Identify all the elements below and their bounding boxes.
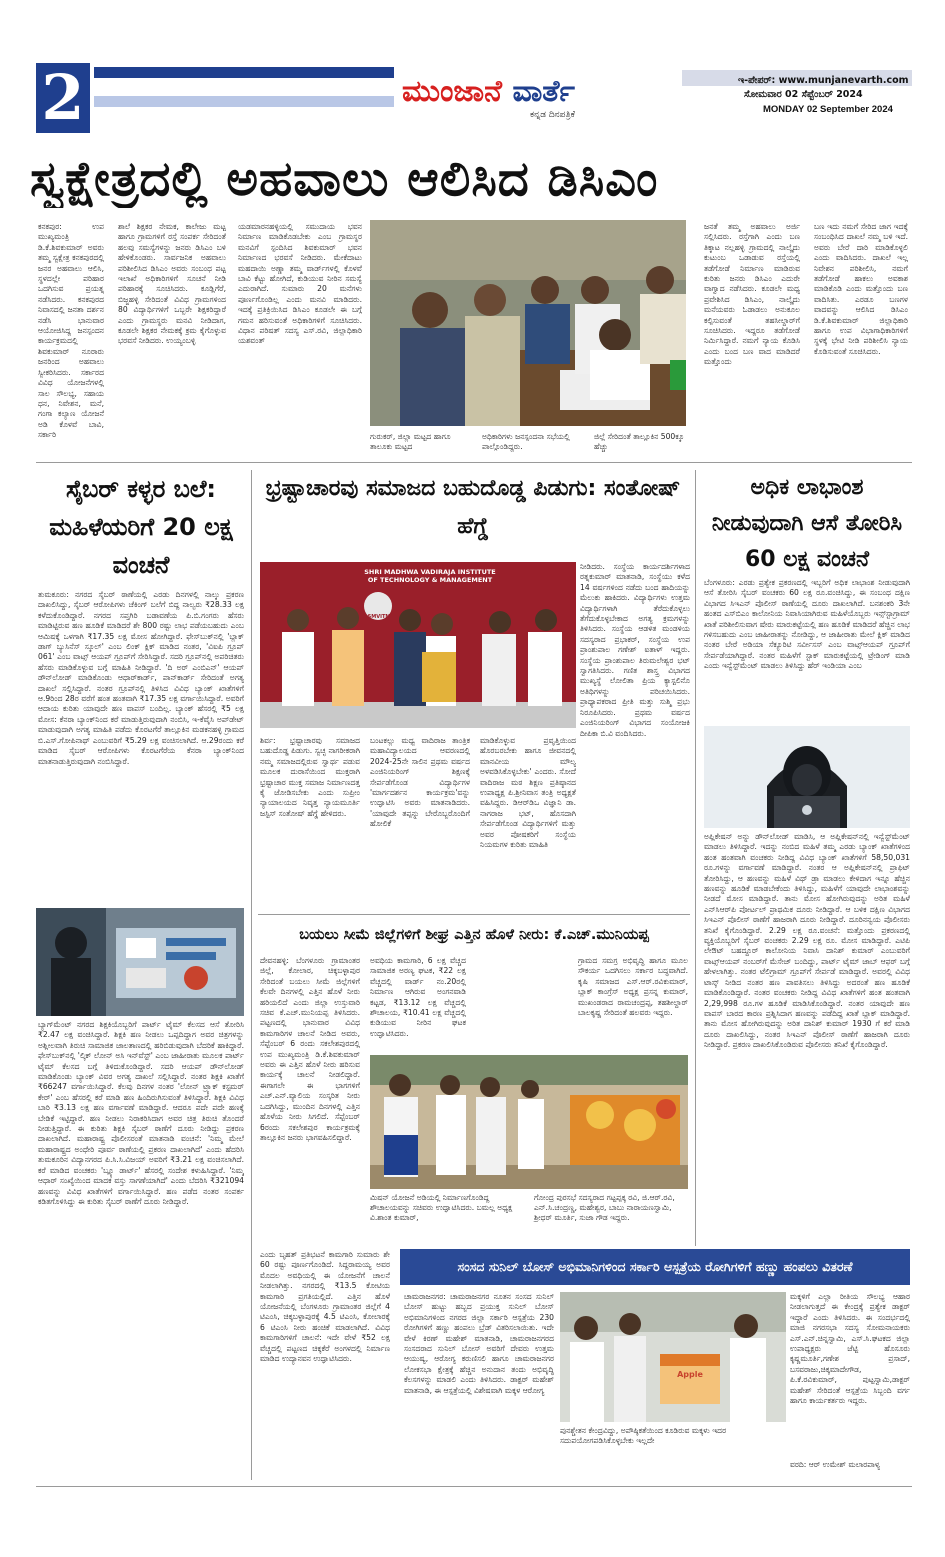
lead-col-1: ಕನಕಪುರ: ಉಪ ಮುಖ್ಯಮಂತ್ರಿ ಡಿ.ಕೆ.ಶಿವಕುಮಾರ್ ಅವರು ತಮ್ಮ ಸ್ವಕ್ಷೇತ್ರ ಕನಕಪುರದಲ್ಲಿ ಜನರ ಅಹವಾಲು ಆಲಿಸಿ, ಸ್ಥಳದಲ್ಲೇ ಪರಿಹಾರ ಒದಗಿಸುವ ಪ್ರಯತ್ನ ನಡೆಸಿದರು. ಕನಕಪುರದ ನಿವಾಸದಲ್ಲಿ ಜನತಾ ದರ್ಶನ ನಡೆಸಿ ಭಾನುವಾರ ಆಯೋಜಿಸಿದ್ದ ಜನಸ್ಪಂದನ ಕಾರ್ಯಕ್ರಮದಲ್ಲಿ ಶಿವಕುಮಾರ್ ನೂರಾರು ಜನರಿಂದ ಅಹವಾಲು ಸ್ವೀಕರಿಸಿದರು. ಸರ್ಕಾರದ ವಿವಿಧ ಯೋಜನೆಗಳಲ್ಲಿ ಸಾಲ ಸೌಲಭ್ಯ, ಸಹಾಯ ಧನ, ನಿವೇಶನ, ಮನೆ, ಗಂಗಾ ಕಲ್ಯಾಣ ಯೋಜನೆ ಅಡಿ ಕೊಳವೆ ಬಾವಿ, ಸರ್ಕಾರಿ bbox=[38, 222, 104, 440]
logo-word-one: ಮುಂಜಾನೆ bbox=[402, 74, 502, 109]
institute-logo-text: SMVITM bbox=[367, 614, 391, 620]
cyber-body-2: ಬ್ಯಾಗ್‌ಮೆಂಟ್ ನಗರದ ಶಿಕ್ಷಕಿಯೊಬ್ಬರಿಗೆ ಪಾರ್ಟ್ ಟೈಮ್ ಕೆಲಸದ ಆಸೆ ತೋರಿಸಿ ₹2.47 ಲಕ್ಷ ವಂಚಿಸಿದ್ದಾರೆ. ಶಿಕ್ಷಕಿ ಹಣ ನೀಡಲು ಒಪ್ಪದಿದ್ದಾಗ ಅವರ ಚಿತ್ರಗಳನ್ನು ಅಶ್ಲೀಲವಾಗಿ ತಿರುಚಿ ಸಾಮಾಜಿಕ ಜಾಲತಾಣದಲ್ಲಿ ಹರಿಬಿಡುವುದಾಗಿ ಬೆದರಿಕೆ ಹಾಕಿದ್ದಾರೆ. ಫೇಸ್‌ಬುಕ್‌ನಲ್ಲಿ 'ಲ್ಕಿಕ್ ಲೋನ್ ಅಸಿ ಇನ್‌ವೆಸ್ಟ್' ಎಂಬ ಜಾಹೀರಾತು ಮೂಲಕ ಪಾರ್ಟ್ ಟೈಮ್ ಕೆಲಸದ ಬಗ್ಗೆ ತಿಳಿದುಕೊಂಡಿದ್ದಾರೆ. ಸದರಿ ಆಯಪ್ ಡೌನ್‌ಲೋಡ್ ಮಾಡಿಕೊಂಡು ಬ್ಯಾಂಕ್ ವಿವರ ಅಗತ್ಯ ದಾಖಲೆ ಸಲ್ಲಿಸಿದ್ದಾರೆ. ನಂತರ ಶಿಕ್ಷಕಿ ಖಾತೆಗೆ ₹66247 ವರ್ಗಾಯಿಸಿದ್ದಾರೆ. ಕೆಲವು ದಿನಗಳ ನಂತರ 'ಲೋನ್ ಟ್ರ್ಯಾಕ್ ಕಸ್ಟಮರ್ ಕೇರ್' ಎಂಬ ಹೆಸರಲ್ಲಿ ಕರೆ ಮಾಡಿ ಹಣ ಹಿಂದಿರುಗಿಸುವಂತೆ ತಿಳಿಸಿದ್ದಾರೆ. ಶಿಕ್ಷಕಿ ವಿವಿಧ ಬಾರಿ ₹3.13 ಲಕ್ಷ ಹಣ ವರ್ಗಾವಣೆ ಮಾಡಿದ್ದಾರೆ. ಆದರೂ ಪದೇ ಪದೇ ಹಣಕ್ಕೆ ಬೇಡಿಕೆ ಇಟ್ಟಿದ್ದಾರೆ. ಹಣ ನೀಡಲು ನಿರಾಕರಿಸಿದಾಗ ಅವರ ಚಿತ್ರ ತಿರುಚಿ ತೊಂದರೆ ನೀಡುತ್ತಿದ್ದಾರೆ. ಈ ಕುರಿತು ಶಿಕ್ಷಕಿ ಸೈಬರ್ ಠಾಣೆಗೆ ದೂರು ನೀಡಿದ್ದು ಪ್ರಕರಣ ದಾಖಲಾಗಿದೆ. ಮಹಾರಾಷ್ಟ್ರ ಪೊಲೀಸರಂತೆ ಮಾತನಾಡಿ ವಂಚನೆ: 'ನಿಮ್ಮ ಮೇಲೆ ಮಹಾರಾಷ್ಟ್ರದ ಅಂಧೇರಿ ಪೂರ್ವ ಠಾಣೆಯಲ್ಲಿ ಪ್ರಕರಣ ದಾಖಲಾಗಿದೆ' ಎಂದು ಹೆದರಿಸಿ ತುಮಕೂರಿನ ವಿದ್ಯಾನಗರದ ಪಿ.ಸಿ.ಸಿ.ವಿಜಯ್ ಅವರಿಗೆ ₹3.21 ಲಕ್ಷ ವಂಚಿಸಲಾಗಿದೆ. ಕರೆ ಮಾಡಿದ ವಂಚಕರು 'ಬ್ಲ್ಯೂ ಡಾರ್ಟ್' ಹೆಸರಲ್ಲಿ ಸಂದೇಶ ಕಳುಹಿಸಿದ್ದಾರೆ. 'ನಿಮ್ಮ ಆಧಾರ್ ಸಂಖ್ಯೆಯಿಂದ ಮಾದಕ ವಸ್ತು ಸಾಗಣೆಯಾಗಿದೆ' ಎಂದು ಬೆದರಿಸಿ ₹321094 ಹಣವನ್ನು ವಿವಿಧ ಖಾತೆಗಳಿಗೆ ವರ್ಗಾಯಿಸಿದ್ದಾರೆ. ಹಣ ಪಡೆದ ನಂತರ ಸಂಪರ್ಕ ಕಡಿತಗೊಳಿಸಿದ್ದು ಈ ಕುರಿತು ಸೈಬರ್ ಠಾಣೆಗೆ ದೂರು ನೀಡಿದ್ದಾರೆ. bbox=[38, 1020, 244, 1206]
lead-col-2: ಶಾಲೆ ಶಿಕ್ಷಕರ ನೇಮಕ, ಕಾಲೇಜು ಮಟ್ಟ ಹಾಗೂ ಗ್ರಾಮಗಳಿಗೆ ರಸ್ತೆ ಸಂಪರ್ಕ ಸೇರಿದಂತೆ ಹಲವು ಸಮಸ್ಯೆಗಳನ್ನು ಜನರು ಡಿಸಿಎಂ ಬಳಿ ಹೇಳಿಕೊಂಡರು. ಸಾರ್ವಜನಿಕ ಅಹವಾಲು ಪರಿಶೀಲಿಸಿದ ಡಿಸಿಎಂ ಅವರು ಸಂಬಂಧ ಪಟ್ಟ ಇಲಾಖೆ ಅಧಿಕಾರಿಗಳಿಗೆ ಸೂಚನೆ ನೀಡಿ ಪರಿಹಾರಕ್ಕೆ ಸೂಚಿಸಿದರು. ಕೂಡ್ಲಿಗೆರೆ, ಬಿಜ್ಜಹಳ್ಳಿ ಸೇರಿದಂತೆ ವಿವಿಧ ಗ್ರಾಮಗಳಿಂದ 80 ವಿದ್ಯಾರ್ಥಿಗಳಿಗೆ ಒಬ್ಬರೇ ಶಿಕ್ಷಕರಿದ್ದಾರೆ ಎಂದು ಗ್ರಾಮಸ್ಥರು ಮನವಿ ನೀಡಿದಾಗ, ಕೂಡಲೇ ಶಿಕ್ಷಕರ ನೇಮಕಕ್ಕೆ ಕ್ರಮ ಕೈಗೊಳ್ಳುವ ಭರವಸೆ ನೀಡಿದರು. ಉಯ್ಯಂಬಳ್ಳಿ bbox=[118, 222, 226, 346]
newspaper-logo bbox=[402, 72, 662, 112]
epaper-url[interactable]: ಇ-ಪೇಪರ್: www.munjanevarth.com bbox=[738, 75, 909, 86]
water-col-3: ಗ್ರಾಮದ ಸಮಗ್ರ ಅಭಿವೃದ್ಧಿ ಹಾಗೂ ಮೂಲ ಸೌಕರ್ಯ ಒದಗಿಸಲು ಸರ್ಕಾರ ಬದ್ಧವಾಗಿದೆ. ಕೃಷಿ ಸಮಾಜದ ಎಸ್.ಆರ್.ರವಿಕುಮಾರ್, ಬ್ಲಾಕ್ ಕಾಂಗ್ರೆಸ್ ಅಧ್ಯಕ್ಷ ಪ್ರಸನ್ನ ಕುಮಾರ್, ಮುಖಂಡರಾದ ರಾಮಚಂದ್ರಪ್ಪ, ತಹಶೀಲ್ದಾರ್ ಬಾಲಕೃಷ್ಣ ಸೇರಿದಂತೆ ಹಲವರು ಇದ್ದರು. bbox=[578, 956, 688, 1018]
lead-headline: ಸ್ವಕ್ಷೇತ್ರದಲ್ಲಿ ಅಹವಾಲು ಆಲಿಸಿದ ಡಿಸಿಎಂ bbox=[30, 151, 659, 207]
water-caption-left: ಮಿಷನ್ ಯೋಜನೆ ಅಡಿಯಲ್ಲಿ ನಿರ್ಮಾಣಗೊಂಡಿದ್ದ ಶೌಚಾಲಯವನ್ನು ಸಚಿವರು ಉದ್ಘಾಟಿಸಿದರು. ಬಮಲ್ಲ ಅಧ್ಯಕ್ಷ ವಿ.ಶಾಂತ ಕುಮಾರ್, bbox=[370, 1193, 513, 1222]
lead-col-4: ಜನತೆ ತಮ್ಮ ಅಹವಾಲು ಅರ್ಜಿ ಸಲ್ಲಿಸಿದರು. ರಸ್ತೆಗಾಗಿ ಎಂದು ಬಣ ತಿಕ್ಕಾಟ ನಲ್ಲಹಳ್ಳಿ ಗ್ರಾಮದಲ್ಲಿ ನಾಲ್ಕೈದು ಕುಟುಂಬ ಒಡಾಡುವ ರಸ್ತೆಯಲ್ಲಿ ತಡೆಗೋಡೆ ನಿರ್ಮಾಣ ಮಾಡಿರುವ ಕುರಿತು ಜನರು ಡಿಸಿಎಂ ಎದುರೇ ವಾಗ್ವಾದ ನಡೆಸಿದರು. ಕೂಡಲೇ ಮಧ್ಯ ಪ್ರವೇಶಿಸಿದ ಡಿಸಿಎಂ, ನಾಲ್ಕೈದು ಮನೆಯವರು ಓಡಾಡಲು ಅನುಕೂಲ ಕಲ್ಪಿಸುವಂತೆ ತಹಸೀಲ್ದಾರ್‌ಗೆ ಸೂಚಿಸಿದರು. ಇದ್ದರೂ ತಡೆಗೋಡೆ ನಿರ್ಮಿಸಿದ್ದಾರೆ. ನಮಗೆ ನ್ಯಾಯ ಕೊಡಿಸಿ ಎಂದು ಬಂದ ಬಣ ವಾದ ಮಾಡಿದರೆ ಮತ್ತೊಂದು bbox=[704, 222, 800, 367]
dividend-body-1: ಬೆಂಗಳೂರು: ಎರಡು ಪ್ರತ್ಯೇಕ ಪ್ರಕರಣದಲ್ಲಿ ಇಬ್ಬರಿಗೆ ಅಧಿಕ ಲಾಭಾಂಶ ನೀಡುವುದಾಗಿ ಆಸೆ ತೋರಿಸಿ ಸೈಬರ್ ವಂಚಕರು 60 ಲಕ್ಷ ರೂ.ವಂಚಿಸಿದ್ದು, ಈ ಸಂಬಂಧ ದಕ್ಷಿಣ ವಿಭಾಗದ ಸಿಇಎನ್ ಪೊಲೀಸ್ ಠಾಣೆಯಲ್ಲಿ ದೂರು ದಾಖಲಾಗಿದೆ. ಬನಶಂಕರಿ 3ನೇ ಹಂತದ ಎಸ್‌ಬಿಎಂ ಕಾಲೋನಿಯ ನಿವಾಸಿಯಾಗಿರುವ ಮಹಿಳೆಯೊಬ್ಬರು ಇನ್ಸ್‌ಸ್ಟಾಗ್ರಾಮ್ ಖಾತೆ ಪರಿಶೀಲಿಸುವಾಗ ಷೇರು ಮಾರುಕಟ್ಟೆಯಲ್ಲಿ ಹಣ ಹೂಡಿಕೆ ಮಾಡಿದರೆ ಹೆಚ್ಚಿನ ಲಾಭ ಗಳಿಸಬಹುದು ಎಂಬ ಜಾಹೀರಾತನ್ನು ನೋಡಿದ್ದು, ಆ ಜಾಹೀರಾತು ಮೇಲೆ ಕ್ಲಿಕ್ ಮಾಡಿದ ನಂತರ ಬೇರೆ ಅಡಿಯಾ ಸೆಕ್ಯೂರಿಟಿ ಸರ್ವೀಸಸ್ ಎಂಬ ವಾಟ್ಸ್ಆಯಪ್ ಗ್ರೂಪ್‌ಗೆ ಸೇರ್ಪಡೆಯಾಗಿದ್ದಾರೆ. ನಂತರ ಮಹಿಳೆಗೆ ಸ್ಟಾಕ್ ಮಾರುಕಟ್ಟೆಯಲ್ಲಿ ಟ್ರೇಡಿಂಗ್ ಮಾಡಿ ಎಂದು ಇನ್ವೆಸ್ಟ್‌ಮೆಂಟ್ ಮಾಡಲು ತಿಳಿಸಿದ್ದು ಹೆರ್ ಇಂಡಿಯಾ ಎಂಬ bbox=[704, 578, 910, 671]
hacker-photo bbox=[704, 726, 910, 828]
lead-caption-2: ಅಧಿಕಾರಿಗಳು ಜನಸ್ಪಂದನಾ ಸಭೆಯಲ್ಲಿ ಪಾಲ್ಗೊಂಡಿದ್ದರು. bbox=[482, 432, 570, 451]
lead-col-5: ಬಣ ಇದು ನಮಗೆ ಸೇರಿದ ಜಾಗ ಇದಕ್ಕೆ ಸಂಬಂಧಿಸಿದ ದಾಖಲೆ ನಮ್ಮ ಬಳಿ ಇದೆ. ಅವರು ಬೇರೆ ದಾರಿ ಮಾಡಿಕೊಳ್ಳಲಿ ಎಂದು ವಾದಿಸಿದರು. ದಾಖಲೆ ಇಲ್ಲ ನಿವೇಶನ ಪರಿಶೀಲಿಸಿ, ನಮಗೆ ತಡೆಗೋಡೆ ಹಾಕಲು ಅವಕಾಶ ಮಾಡಿಕೊಡಿ ಎಂದು ಮತ್ತೊಂದು ಬಣ ವಾದಿಸಿತು. ಎರಡೂ ಬಣಗಳ ವಾದವನ್ನು ಆಲಿಸಿದ ಡಿಸಿಎಂ ಡಿ.ಕೆ.ಶಿವಕುಮಾರ್ ಜಿಲ್ಲಾಧಿಕಾರಿ ಹಾಗೂ ಉಪ ವಿಭಾಗಾಧಿಕಾರಿಗಳಿಗೆ ಸ್ಥಳಕ್ಕೆ ಭೇಟಿ ನೀಡಿ ಪರಿಶೀಲಿಸಿ ನ್ಯಾಯ ಕೊಡಿಸುವಂತೆ ಸೂಚಿಸಿದರು. bbox=[814, 222, 908, 356]
masthead-bar-left-top bbox=[94, 67, 394, 78]
masthead-tagline: ಕನ್ನಡ ದಿನಪತ್ರಿಕೆ bbox=[530, 110, 576, 120]
divider-under-lead bbox=[36, 462, 912, 463]
water-col-2: ಅವಧಿಯ ಕಾಮಗಾರಿ, 6 ಲಕ್ಷ ವೆಚ್ಚದ ಸಾಮಾಜಿಕ ಅರಣ್ಯ ಘಟಕ, ₹22 ಲಕ್ಷ ವೆಚ್ಚದಲ್ಲಿ ವಾರ್ಡ್ ನಂ.20ರಲ್ಲಿ ನಿರ್ಮಾಣ ಆಗಿರುವ ಅಂಗನವಾಡಿ ಕಟ್ಟಡ, ₹13.12 ಲಕ್ಷ ವೆಚ್ಚದಲ್ಲಿ ಶೌಚಾಲಯ, ₹10.41 ಲಕ್ಷ ವೆಚ್ಚದಲ್ಲಿ ಕುಡಿಯುವ ನೀರಿನ ಘಟಕ ಉದ್ಘಾಟಿಸಿದರು. bbox=[370, 956, 466, 1038]
water-photo bbox=[370, 1055, 688, 1189]
dividend-headline: ಅಧಿಕ ಲಾಭಾಂಶ ನೀಡುವುದಾಗಿ ಆಸೆ ತೋರಿಸಿ 60 ಲಕ್ಷ ವಂಚನೆ bbox=[711, 475, 903, 572]
date-english: MONDAY 02 September 2024 bbox=[763, 104, 893, 115]
corruption-col-a: ಶಿರ್ವ: ಭ್ರಷ್ಟಾಚಾರವು ಸಮಾಜದ ಬಹುದೊಡ್ಡ ಪಿಡುಗು. ಸ್ವಚ್ಛ ನಾಗರೀಕರಾಗಿ ನಮ್ಮ ಸಮಾಜದಲ್ಲಿರುವ ಸ್ವಾರ್ಥ ಪಡುವ ಮೂಲಕ ದುರಾಸೆಯಿಂದ ಮುಕ್ತರಾಗಿ ಭ್ರಷ್ಟಾಚಾರ ಮುಕ್ತ ಸಮಾಜ ನಿರ್ಮಾಣದತ್ತ ಕೈ ಜೋಡಿಸಬೇಕು ಎಂದು ಸುಪ್ರೀಂ ನ್ಯಾಯಾಲಯದ ನಿವೃತ್ತ ನ್ಯಾಯಮೂರ್ತಿ ಜಸ್ಟಿಸ್ ಸಂತೋಷ್ ಹೆಗ್ಡೆ ಹೇಳಿದರು. bbox=[260, 736, 360, 818]
corruption-col-right: ನೀಡಿದರು. ಸಂಸ್ಥೆಯ ಕಾರ್ಯದರ್ಶಿಗಳಾದ ರತ್ನಕುಮಾರ್ ಮಾತನಾಡಿ, ಸಂಸ್ಥೆಯು ಕಳೆದ 14 ವರ್ಷಗಳಿಂದ ನಡೆದು ಬಂದ ಹಾದಿಯನ್ನು ಮೆಲುಕು ಹಾಕಿದರು. ವಿದ್ಯಾರ್ಥಿಗಳು ಉತ್ತಮ ವಿದ್ಯಾರ್ಥಿಗಳಾಗಿ ತೆರೆದುಕೊಳ್ಳಲು ತೆಗೆದುಕೊಳ್ಳಬೇಕಾದ ಅಗತ್ಯ ಕ್ರಮಗಳನ್ನು ತಿಳಿಸಿದರು. ಸಂಸ್ಥೆಯ ಆಡಳಿತ ಮಂಡಳಿಯ ಸದಸ್ಯರಾದ ಪ್ರಭಾಕರ್, ಸಂಸ್ಥೆಯ ಉಪ ಪ್ರಾಂಶುಪಾಲ ಗಣೇಶ್ ಐತಾಳ್ ಇದ್ದರು. ಸಂಸ್ಥೆಯ ಪ್ರಾಂಶುಪಾಲ ತಿರುಮಲೇಶ್ವರ ಭಟ್ ಸ್ವಾಗತಿಸಿದರು. ಗಣಿತ ಶಾಸ್ತ್ರ ವಿಭಾಗದ ಮುಖ್ಯಸ್ಥೆ ಲೋಲಿತಾ ಪ್ರಿಯ ಕ್ಯಾಸ್ಟಲಿನೊ ಅತಿಥಿಗಳನ್ನು ಪರಿಚಯಿಸಿದರು. ಪ್ರಾಧ್ಯಾಪಕರಾದ ಪ್ರೀತಿ ಮತ್ತು ಸುಶ್ಮಿ ಪ್ರಭು ನಿರೂಪಿಸಿದರು. ಪ್ರಥಮ ವರ್ಷದ ಎಂಜಿನಿಯರಿಂಗ್ ವಿಭಾಗದ ಸಂಯೋಜಕಿ ದೀಪಿಕಾ ಬಿ.ವಿ ವಂದಿಸಿದರು. bbox=[580, 562, 690, 738]
photo-box-label: Apple bbox=[677, 1370, 703, 1379]
fruits-photo bbox=[560, 1292, 786, 1422]
cyber-body-1: ತುಮಕೂರು: ನಗರದ ಸೈಬರ್ ಠಾಣೆಯಲ್ಲಿ ಎರಡು ದಿನಗಳಲ್ಲಿ ನಾಲ್ಕು ಪ್ರಕರಣ ದಾಖಲಿಸಿದ್ದು, ಸೈಬರ್ ಆರೋಪಿಗಳು ಚೆಕಿಂಗ್ ಬಲೆಗೆ ಬಿದ್ದ ನಾಲ್ವರು ₹28.33 ಲಕ್ಷ ಕಳೆದುಕೊಂಡಿದ್ದಾರೆ. ನಗರದ ಸಪ್ತಗಿರಿ ಬಡಾವಣೆಯ ಪಿ.ಬಿ.ಗಂಗರು ಹೆಸರು ಮಾಡಿಟ್ಟಿರುವ ಹಣ ಹೂಡಿಕೆ ಮಾಡಿದರೆ ಶೇ 800 ರಷ್ಟು ಲಾಭ ಪಡೆಯಬಹುದು ಎಂಬ ಆಮಿಷಕ್ಕೆ ಒಳಗಾಗಿ ₹17.35 ಲಕ್ಷ ಮೋಸ ಹೋಗಿದ್ದಾರೆ. ಫೇಸ್‌ಬುಕ್‌ನಲ್ಲಿ 'ಬ್ಲಾಕ್ ಡಾಗ್ ಬ್ಯುಸಿನೆಸ್ ಸ್ಕೂಲ್' ಎಂಬ ಲಿಂಕ್ ಕ್ಲಿಕ್ ಮಾಡಿದ ನಂತರ, 'ವಿಐಪಿ ಗ್ರೂಪ್ 061' ಎಂಬ ವಾಟ್ಸ್ ಆಯಪ್ ಗ್ರೂಪ್‌ಗೆ ಸೇರಿಸಿದ್ದಾರೆ. ಸದರಿ ಗ್ರೂಪ್‌ನಲ್ಲಿ ಅಪರಿಚಿತರು ಹೆಸರು ಮಾಡಿಕೊಳ್ಳುವ ಬಗ್ಗೆ ಮಾಹಿತಿ ನೀಡಿದ್ದಾರೆ. 'ದಿ ಅರ್ ಎಂಬಿಎನ್' ಆಯಪ್ ಡೌನ್‌ಲೋಡ್ ಮಾಡಿಕೊಂಡು ಆಧಾರ್‌ಕಾರ್ಡ್, ಪಾನ್‌ಕಾರ್ಡ್ ಸೇರಿದಂತೆ ಅಗತ್ಯ ದಾಖಲೆ ಸಲ್ಲಿಸಿದ್ದಾರೆ. ನಂತರ ಗ್ರೂಪ್‌ನಲ್ಲಿ ತಿಳಿಸಿದ ವಿವಿಧ ಬ್ಯಾಂಕ್ ಖಾತೆಗಳಿಗೆ ಆ.9ರಿಂದ 28ರ ವರೆಗೆ ಹಂತ ಹಂತವಾಗಿ ₹17.35 ಲಕ್ಷ ವರ್ಗಾಯಿಸಿದ್ದಾರೆ. ಅವರಿಗೆ ಆದಾಯ ಕುರಿತು ಯಾವುದೇ ಹಣ ವಾಪಸ್ ಬಂದಿಲ್ಲ. ಬ್ಯಾಂಕ್ ಹೆಸರಲ್ಲಿ ₹5 ಲಕ್ಷ ಮೋಸ: ಕೆನರಾ ಬ್ಯಾಂಕ್‌ನಿಂದ ಕರೆ ಮಾಡುತ್ತಿರುವುದಾಗಿ ನಂಬಿಸಿ, ಇ-ಕೆವೈಸಿ ಅಪ್‌ಡೇಟ್ ಮಾಡುವುದಾಗಿ ಅಗತ್ಯ ಮಾಹಿತಿ ಪಡೆದು ಕೊರಟಗೆರೆ ತಾಲ್ಲೂಕಿನ ಮಡಕನಹಳ್ಳಿ ಗ್ರಾಮದ ಬಿ.ಎಸ್.ಗೋಪಿನಾಥ್ ಎಂಬುವರಿಗೆ ₹5.29 ಲಕ್ಷ ವಂಚಿಸಲಾಗಿದೆ. ಆ.29ರಂದು ಕರೆ ಮಾಡಿದ ಸೈಬರ್ ಆರೋಪಿಗಳು ಕೊರಟಗೆರೆಯ ಕೆನರಾ ಬ್ಯಾಂಕ್‌ನಿಂದ ಮಾತನಾಡುತ್ತಿರುವುದಾಗಿ ನಂಬಿಸಿದ್ದಾರೆ. bbox=[38, 590, 244, 766]
lead-photo bbox=[370, 220, 686, 426]
water-caption-right: ಗೋಂದ್ರ ಪುರಸಭೆ ಸದಸ್ಯರಾದ ಗಟ್ಟಪ್ಪಕ್ಕ ರವಿ, ಜಿ.ಆರ್.ರವಿ, ಎನ್.ಸಿ.ಚಂದ್ರಣ್ಣ, ಮಹೇಶ್ವರ, ಬಾಬು ನಾರಾಯಣಸ್ವಾಮಿ, ಶ್ರೀಧರ್ ಮೂರ್ತಿ, ಸುಜಾ ಗೌಡ ಇದ್ದರು. bbox=[534, 1193, 675, 1222]
water-col-4: ಎಂದು ಬೃಹತ್ ಪ್ರತಿಭಟನೆ ಕಾಮಗಾರಿ ಸುಮಾರು ಶೇ 60 ರಷ್ಟು ಪೂರ್ಣಗೊಂಡಿದೆ. ಸಿದ್ದರಾಮಯ್ಯ ಅವರ ಮೊದಲ ಅವಧಿಯಲ್ಲಿ ಈ ಯೋಜನೆಗೆ ಚಾಲನೆ ನೀಡಲಾಗಿತ್ತು. ನಗರದಲ್ಲಿ ₹13.5 ಕೋಟಿಯ ಕಾಮಗಾರಿ ಪ್ರಗತಿಯಲ್ಲಿದೆ. ಎತ್ತಿನ ಹೊಳೆ ಯೋಜನೆಯಲ್ಲಿ ಬೆಂಗಳೂರು ಗ್ರಾಮಾಂತರ ಜಿಲ್ಲೆಗೆ 4 ಟಿಎಂಸಿ, ಚಿಕ್ಕಬಳ್ಳಾಪುರಕ್ಕೆ 4.5 ಟಿಎಂಸಿ, ಕೋಲಾರಕ್ಕೆ 6 ಟಿಎಂಸಿ ನೀರು ಹಂಚಿಕೆ ಮಾಡಲಾಗಿದೆ. ವಿವಿಧ ಕಾಮಗಾರಿಗಳಿಗೆ ಚಾಲನೆ: ಇದೇ ವೇಳೆ ₹52 ಲಕ್ಷ ವೆಚ್ಚದಲ್ಲಿ ಪಟ್ಟಣದ ಚಿಕ್ಕಕೆರೆ ಅಂಗಳದಲ್ಲಿ ನಿರ್ಮಾಣ ಮಾಡಿದ ಉದ್ಯಾನವನ ಉದ್ಘಾಟಿಸಿದರು. bbox=[260, 1250, 390, 1364]
lead-col-3: ಯಡಮಾರನಹಳ್ಳಿಯಲ್ಲಿ ಸಮುದಾಯ ಭವನ ನಿರ್ಮಾಣ ಮಾಡಿಕೊಡಬೇಕು ಎಂಬ ಗ್ರಾಮಸ್ಥರ ಮನವಿಗೆ ಸ್ಪಂದಿಸಿದ ಶಿವಕುಮಾರ್ ಭವನ ನಿರ್ಮಾಣದ ಭರವಸೆ ನೀಡಿದರು. ಮೇಕೆದಾಟು ಮಹದಾಯಿ ಅಣ್ಣಾ ತಮ್ಮ ವಾರ್ಡ್‌ಗಳಲ್ಲಿ ಕೊಳವೆ ಬಾವಿ ಕೆಟ್ಟು ಹೋಗಿದೆ, ಕುಡಿಯುವ ನೀರಿನ ಸಮಸ್ಯೆ ಎದುರಾಗಿದೆ. ಸುಮಾರು 20 ಮನೆಗಳು ಪೂರ್ಣಗೊಂಡಿಲ್ಲ ಎಂದು ಮನವಿ ಮಾಡಿದರು. ಇದಕ್ಕೆ ಪ್ರತಿಕ್ರಿಯಿಸಿದ ಡಿಸಿಎಂ ಕೂಡಲೇ ಈ ಬಗ್ಗೆ ಗಮನ ಹರಿಸುವಂತೆ ಅಧಿಕಾರಿಗಳಿಗೆ ಸೂಚಿಸಿದರು. ವಿಧಾನ ಪರಿಷತ್ ಸದಸ್ಯ ಎಸ್.ರವಿ, ಜಿಲ್ಲಾಧಿಕಾರಿ ಯಶವಂತ್ bbox=[238, 222, 362, 346]
dividend-body-2: ಅಪ್ಲಿಕೇಷನ್ ಅನ್ನು ಡೌನ್‌ಲೋಡ್ ಮಾಡಿಸಿ, ಆ ಅಪ್ಲಿಕೇಷನ್‌ನಲ್ಲಿ ಇನ್ವೆಸ್ಟ್‌ಮೆಂಟ್ ಮಾಡಲು ತಿಳಿಸಿದ್ದಾರೆ. ಇದನ್ನು ನಂಬಿದ ಮಹಿಳೆ ತಮ್ಮ ಎರಡು ಬ್ಯಾಂಕ್ ಖಾತೆಗಳಿಂದ ಹಂತ ಹಂತವಾಗಿ ವಂಚಕರು ನೀಡಿದ್ದ ವಿವಿಧ ಬ್ಯಾಂಕ್ ಖಾತೆಗಳಿಗೆ 58,50,031 ರೂ.ಗಳನ್ನು ವರ್ಗಾವಣೆ ಮಾಡಿದ್ದಾರೆ. ನಂತರ ಆ ಅಪ್ಲಿಕೇಷನ್‌ನಲ್ಲಿ ಪ್ರಾಫಿಟ್ ತೋರಿಸಿದ್ದು, ಆ ಹಣವನ್ನು ಮಹಿಳೆ ವಿಥ್ ಡ್ರಾ ಮಾಡಲು ಕೇಳಿದಾಗ ಇನ್ನೂ ಹೆಚ್ಚಿನ ಹಣವನ್ನು ಹೂಡಿಕೆ ಮಾಡಬೇಕೆಂದು ತಿಳಿಸಿದ್ದು, ಮಹಿಳೆಗೆ ಯಾವುದೇ ಲಾಭಾಂಶವನ್ನು ನೀಡದೆ ಮೋಸ ಮಾಡಿದ್ದಾರೆ. ತಾನು ಮೋಸ ಹೋಗಿರುವುದನ್ನು ಅರಿತ ಮಹಿಳೆ ಎನ್‌ಸಿಆರ್‌ಪಿ ಪೋರ್ಟಲ್ ಪ್ರಾಥಮಿಕ ದೂರು ನೀಡಿದ್ದಾರೆ. ಆ ಬಳಿಕ ದಕ್ಷಿಣ ವಿಭಾಗದ ಸಿಇಎನ್ ಪೊಲೀಸ್ ಠಾಣೆಗೆ ಹಾಜರಾಗಿ ದೂರು ನೀಡಿದ್ದಾರೆ. ದೂರಿನನ್ವಯ ಪೊಲೀಸರು ತನಿಖೆ ಕೈಗೊಂಡಿದ್ದಾರೆ. 2.29 ಲಕ್ಷ ರೂ.ವಂಚನೆ: ಮತ್ತೊಂದು ಪ್ರಕರಣದಲ್ಲಿ ವ್ಯಕ್ತಿಯೊಬ್ಬರಿಗೆ ಸೈಬರ್ ವಂಚಕರು 2.29 ಲಕ್ಷ ರೂ. ಮೋಸ ಮಾಡಿದ್ದಾರೆ. ಎಟಿಪಿ ಲೇಔಟ್ ಬಹದ್ದೂರ್ ಕಾಲೋನಿಯ ನಿವಾಸಿ ದಾನಿಶ್ ಕುಮಾರ್ ಎಂಬುವರಿಗೆ ವಾಟ್ಸ್ಆಯಪ್ ನಂಬರ್‌ಗೆ ಮೆಸೇಜ್ ಬಂದಿದ್ದು, ಪಾರ್ಟ್ ಟೈಮ್ ಜಾಬ್ ಆಫರ್ ಬಗ್ಗೆ ಹೇಳಲಾಗಿತ್ತು. ನಂತರ ಟೆಲಿಗ್ರಾಮ್ ಗ್ರೂಪ್‌ಗೆ ಸೇರ್ಪಡೆ ಮಾಡಿದ್ದಾರೆ. ಅವರಲ್ಲಿ ವಿವಿಧ ಟಾಸ್ಕ್ ನೀಡಿದ ನಂತರ ಹಣ ಪಾವತಿಸಲು ತಿಳಿಸಿದ್ದು ಅದರಂತೆ ಹಣ ಹೂಡಿಕೆ ಮಾಡಿಕೊಂಡಿದ್ದಾರೆ. ನಂತರ ವಂಚಕರು ನೀಡಿದ್ದ ವಿವಿಧ ಖಾತೆಗಳಿಗೆ ಹಂತ ಹಂತವಾಗಿ 2,29,998 ರೂ.ಗಳ ಹೂಡಿಕೆ ಮಾಡಿಸಿಕೊಂಡಿದ್ದಾರೆ. ನಂತರ ಯಾವುದೇ ಹಣ ವಾಪಸ್ ಬಾರದ ಕಾರಣ ಪ್ರಶ್ನಿಸಿದಾಗ ಹಣವನ್ನು ಪಡೆದಿದ್ದ ಖಾತೆ ಬ್ಲಾಕ್ ಮಾಡಿದ್ದಾರೆ. ತಾನು ಮೋಸ ಹೋಗಿರುವುದನ್ನು ಅರಿತ ದಾನಿಶ್ ಕುಮಾರ್ 1930 ಗೆ ಕರೆ ಮಾಡಿ ದೂರು ದಾಖಲಿಸಿದ್ದು, ನಂತರ ಸಿಇಎನ್ ಪೊಲೀಸ್ ಠಾಣೆಗೆ ಹಾಜರಾಗಿ ದೂರು ನೀಡಿದ್ದಾರೆ. ಪ್ರಕರಣ ದಾಖಲಿಸಿಕೊಂಡಿರುವ ಪೊಲೀಸರು ತನಿಖೆ ಕೈಗೊಂಡಿದ್ದಾರೆ. bbox=[704, 832, 910, 1050]
fruits-caption: ಪುನಶ್ಚೇತನ ಕೇಂದ್ರವಿದ್ದು, ಅಪೌಷ್ಠಿಕತೆಯಿಂದ ಕೂಡಿರುವ ಮಕ್ಕಳು ಇದರ ಸದುಪಯೋಗಪಡಿಸಿಕೊಳ್ಳಬೇಕು ಇಲ್ಲದೇ bbox=[560, 1426, 727, 1445]
corruption-photo bbox=[260, 562, 576, 728]
lead-caption-1: ಗುರುಕರ್, ಜಿಲ್ಲಾ ಮಟ್ಟದ ಹಾಗೂ ತಾಲೂಕು ಮಟ್ಟದ bbox=[370, 432, 451, 451]
corruption-headline: ಭ್ರಷ್ಟಾಚಾರವು ಸಮಾಜದ ಬಹುದೊಡ್ಡ ಪಿಡುಗು: ಸಂತೋಷ್ ಹೆಗ್ಡೆ bbox=[265, 476, 681, 539]
bottom-rule bbox=[36, 1486, 912, 1487]
divider-center bbox=[258, 914, 690, 915]
fruits-col-2: ಮಕ್ಕಳಿಗೆ ಎಲ್ಲಾ ರೀತಿಯ ಸೌಲಭ್ಯ ಆಹಾರ ನೀಡಲಾಗುತ್ತದೆ ಈ ಕೇಂದ್ರಕ್ಕೆ ಪ್ರತ್ಯೇಕ ಡಾಕ್ಟರ್ ಇದ್ದಾರೆ ಎಂದು ತಿಳಿಸಿದರು. ಈ ಸಂದರ್ಭದಲ್ಲಿ ಮಾಜಿ ನಗರಸಭಾ ಸದಸ್ಯ ಸೋಮನಾಯಕರು ಎಸ್.ಎನ್.ಚಿನ್ನಸ್ವಾಮಿ, ಎಸ್.ಸಿ.ಘಟಕದ ಜಿಲ್ಲಾ ಉಪಾಧ್ಯಕ್ಷರು ಜೆಟ್ಟಿ ಹೊಸೂರು ಕೃಷ್ಣಮೂರ್ತಿ,ಗಣೇಶ ಪ್ರಸಾದ್, ಬಸವರಾಜು,ಚಿಕ್ಕಮಾದೇಗೌಡ, ಪಿ.ಕೆ.ರವಿಕುಮಾರ್, ಪುಟ್ಟಸ್ವಾಮಿ,ಡಾಕ್ಟರ್ ಮಹೇಶ್ ಸೇರಿದಂತೆ ಆಸ್ಪತ್ರೆಯ ಸಿಬ್ಬಂದಿ ವರ್ಗ ಹಾಗೂ ಕಾರ್ಯಕರ್ತರು ಇದ್ದರು. bbox=[790, 1292, 910, 1406]
fruits-col-1: ಚಾಮರಾಜನಗರ: ಚಾಮರಾಜನಗರ ನೂತನ ಸಂಸದ ಸುನಿಲ್ ಬೋಸ್ ಹುಟ್ಟು ಹಬ್ಬದ ಪ್ರಯುಕ್ತ ಸುನಿಲ್ ಬೋಸ್ ಅಭಿಮಾನಿಗಳಿಂದ ನಗರದ ಜಿಲ್ಲಾ ಸರ್ಕಾರಿ ಆಸ್ಪತ್ರೆಯ 230 ರೋಗಿಗಳಿಗೆ ಹಣ್ಣು ಹಂಪಲು ಬ್ರೆಡ್ ವಿತರಿಸಲಾಯಿತು. ಇದೇ ವೇಳೆ ಕಿರಣ್ ಮಹೇಶ್ ಮಾತನಾಡಿ, ಚಾಮರಾಜನಗರದ ಸಂಸದರಾದ ಸುನಿಲ್ ಬೋಸ್ ಅವರಿಗೆ ದೇವರು ಉತ್ತಮ ಆಯುಷ್ಯ, ಆರೋಗ್ಯ ಕರುಣಿಸಲಿ ಹಾಗೂ ಚಾಮರಾಜನಗರ ಲೋಕಸಭಾ ಕ್ಷೇತ್ರಕ್ಕೆ ಹೆಚ್ಚಿನ ಅನುದಾನ ತಂದು ಅಭಿವೃದ್ಧಿ ಕೆಲಸಗಳನ್ನು ಮಾಡಲಿ ಎಂದು ತಿಳಿಸಿದರು. ಡಾಕ್ಟರ್ ಮಹೇಶ್ ಮಾತನಾಡಿ, ಈ ಆಸ್ಪತ್ರೆಯಲ್ಲಿ ವಿಶೇಷವಾಗಿ ಮಕ್ಕಳ ಆರೋಗ್ಯ bbox=[404, 1292, 554, 1395]
reporter-credit: ವರದಿ: ಆರ್ ಉಮೇಶ್ ಮಲಾರಪಾಳ್ಯ bbox=[790, 1460, 881, 1469]
lead-caption-3: ಜಿಲ್ಲೆ ಸೇರಿದಂತೆ ತಾಲ್ಲೂಕಿನ 500ಕ್ಕೂ ಹೆಚ್ಚು bbox=[594, 432, 685, 451]
cyber-photo bbox=[36, 908, 244, 1016]
fruits-headline: ಸಂಸದ ಸುನಿಲ್ ಬೋಸ್ ಅಭಿಮಾನಿಗಳಿಂದ ಸರ್ಕಾರಿ ಆಸ್ಪತ್ರೆಯ ರೋಗಿಗಳಿಗೆ ಹಣ್ಣು ಹಂಪಲು ವಿತರಣೆ bbox=[400, 1249, 910, 1285]
water-col-1: ದೇವನಹಳ್ಳಿ: ಬೆಂಗಳೂರು ಗ್ರಾಮಾಂತರ ಜಿಲ್ಲೆ, ಕೋಲಾರ, ಚಿಕ್ಕಬಳ್ಳಾಪುರ ಸೇರಿದಂತೆ ಬಯಲು ಸೀಮೆ ಜಿಲ್ಲೆಗಳಿಗೆ ಕೆಲವೇ ದಿನಗಳಲ್ಲಿ ಎತ್ತಿನ ಹೊಳೆ ನೀರು ಹರಿಯಲಿದೆ ಎಂದು ಜಿಲ್ಲಾ ಉಸ್ತುವಾರಿ ಸಚಿವ ಕೆ.ಎಚ್.ಮುನಿಯಪ್ಪ ತಿಳಿಸಿದರು. ಪಟ್ಟಣದಲ್ಲಿ ಭಾನುವಾರ ವಿವಿಧ ಕಾಮಗಾರಿಗಳ ಚಾಲನೆ ನೀಡಿದ ಅವರು, ಸೆಪ್ಟೆಂಬರ್ 6 ರಂದು ಸಕಲೇಶಪುರದಲ್ಲಿ ಉಪ ಮುಖ್ಯಮಂತ್ರಿ ಡಿ.ಕೆ.ಶಿವಕುಮಾರ್ ಅವರು ಈ ಎತ್ತಿನ ಹೊಳೆ ನೀರು ಹರಿಸುವ ಕಾರ್ಯಕ್ಕೆ ಚಾಲನೆ ನೀಡಲಿದ್ದಾರೆ. ಈಗಾಗಲೇ ಈ ಭಾಗಗಳಿಗೆ ಎಚ್.ಎನ್.ವ್ಯಾಲಿಯ ಸಂಸ್ಕರಿತ ನೀರು ಒದಗಿಸಿದ್ದು, ಮುಂದಿನ ದಿನಗಳಲ್ಲಿ ಎತ್ತಿನ ಹೊಳೆಯ ನೀರು ಸಿಗಲಿದೆ. ಸೆಪ್ಟೆಂಬರ್ 6ರಂದು ಸಕಲೇಶಪುರ ಕಾರ್ಯಕ್ರಮಕ್ಕೆ ತಾಲ್ಲೂಕಿನ ಜನರು ಭಾಗವಹಿಸಲಿದ್ದಾರೆ. bbox=[260, 956, 360, 1142]
divider-right bbox=[695, 470, 696, 1246]
corruption-col-c: ಮಾಡಿಕೊಳ್ಳುವ ಪ್ರವೃತ್ತಿಯಿಂದ ಹೊರಬರಬೇಕು ಹಾಗೂ ಜೀವನದಲ್ಲಿ ಮಾನವೀಯ ಮೌಲ್ಯ ಅಳವಡಿಸಿಕೊಳ್ಳಬೇಕು' ಎಂದರು. ಸೋದೆ ವಾದಿರಾಜ ಮಠ ಶಿಕ್ಷಣ ಪ್ರತಿಷ್ಠಾನದ ಉಪಾಧ್ಯಕ್ಷ ಪಿ.ಶ್ರೀನಿವಾಸ ತಂತ್ರಿ ಅಧ್ಯಕ್ಷತೆ ವಹಿಸಿದ್ದರು. ಡಿಆರ್‌ಡಿಒ ವಿಜ್ಞಾನಿ ಡಾ. ನಾಗರಾಜ ಭಟ್, ಹೊಸದಾಗಿ ಸೇರ್ಪಡೆಗೊಂಡ ವಿದ್ಯಾರ್ಥಿಗಳಿಗೆ ಮತ್ತು ಅವರ ಪೋಷಕರಿಗೆ ಸಂಸ್ಥೆಯ ನಿಯಮಗಳ ಕುರಿತು ಮಾಹಿತಿ bbox=[480, 736, 576, 850]
corruption-col-b: ಬಂಟಕಲ್ಲು ಮಧ್ವ ವಾದಿರಾಜ ತಾಂತ್ರಿಕ ಮಹಾವಿದ್ಯಾಲಯದ ಆವರಣದಲ್ಲಿ 2024-25ನೇ ಸಾಲಿನ ಪ್ರಥಮ ವರ್ಷದ ಎಂಜಿನಿಯರಿಂಗ್ ಶಿಕ್ಷಣಕ್ಕೆ ಸೇರ್ಪಡೆಗೊಂಡ ವಿದ್ಯಾರ್ಥಿಗಳ 'ಮಾರ್ಗದರ್ಶನ ಕಾರ್ಯಕ್ರಮ'ವನ್ನು ಉದ್ಘಾಟಿಸಿ ಅವರು ಮಾತನಾಡಿದರು. 'ಯಾವುದೇ ತಪ್ಪನ್ನು ಬೇರೊಬ್ಬರೊಂದಿಗೆ ಹೋಲಿಕೆ bbox=[370, 736, 470, 829]
institute-banner-text: SHRI MADHWA VADIRAJA INSTITUTE OF TECHNOLOGY & MANAGEMENT bbox=[364, 568, 496, 584]
water-headline: ಬಯಲು ಸೀಮೆ ಜಿಲ್ಲೆಗಳಿಗೆ ಶೀಘ್ರ ಎತ್ತಿನ ಹೊಳೆ ನೀರು: ಕೆ.ಎಚ್.ಮುನಿಯಪ್ಪ bbox=[299, 927, 649, 943]
page-number: 2 bbox=[36, 63, 90, 133]
masthead-bar-left-bottom bbox=[94, 96, 394, 107]
cyber-headline: ಸೈಬರ್ ಕಳ್ಳರ ಬಲೆ: ಮಹಿಳೆಯರಿಗೆ 20 ಲಕ್ಷ ವಂಚನೆ bbox=[49, 475, 233, 579]
date-kannada: ಸೋಮವಾರ 02 ಸೆಪ್ಟೆಂಬರ್ 2024 bbox=[744, 89, 863, 100]
logo-word-two: ವಾರ್ತೆ bbox=[512, 74, 575, 109]
divider-left bbox=[251, 470, 252, 1480]
